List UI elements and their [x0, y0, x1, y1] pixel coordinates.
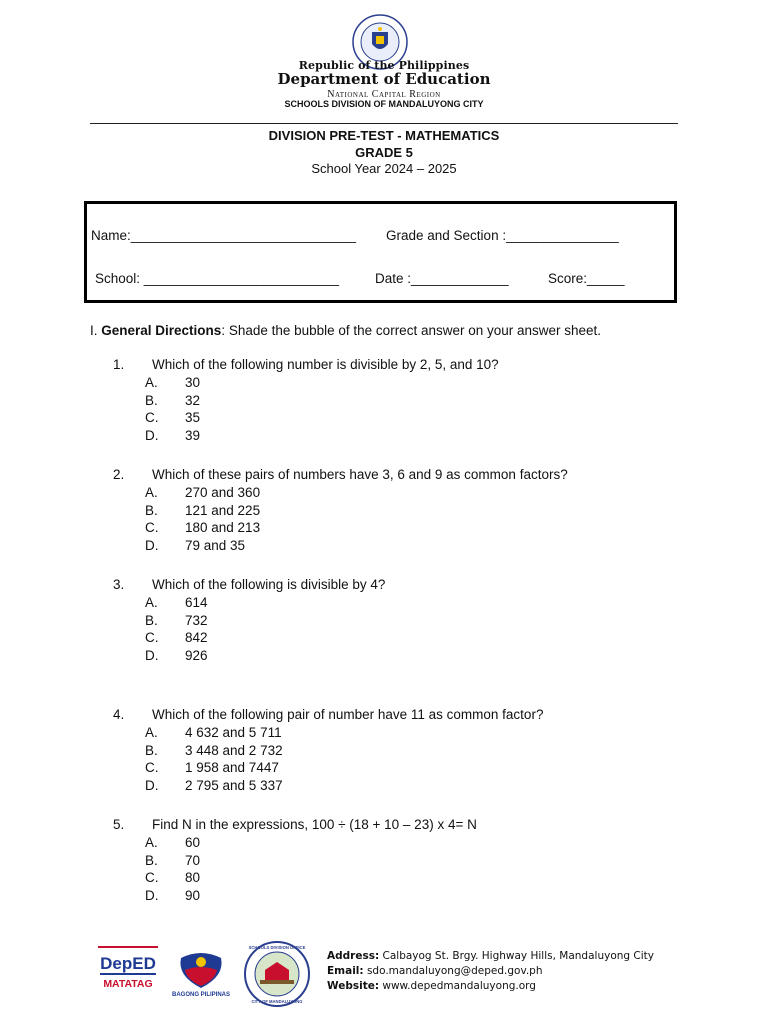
address-label: Address:: [327, 950, 380, 962]
option-value: 614: [185, 595, 208, 610]
option-letter: D.: [145, 428, 159, 444]
header-divider: [90, 123, 678, 124]
option-letter: B.: [145, 742, 158, 758]
option-value: 842: [185, 630, 208, 646]
option-a[interactable]: [0, 595, 768, 613]
option-c[interactable]: [0, 410, 768, 428]
republic-heading: Republic of the Philippines: [298, 59, 470, 72]
footer-address: [327, 950, 654, 962]
option-c[interactable]: [0, 760, 768, 778]
division-heading: SCHOOLS DIVISION OF MANDALUYONG CITY: [284, 99, 484, 109]
option-value: 270 and 360: [185, 485, 261, 500]
option-value: 2 795 and 5 337: [185, 778, 283, 794]
question-2: [0, 467, 768, 556]
option-value: 80: [185, 870, 201, 886]
grade-title: GRADE 5: [355, 145, 413, 160]
option-b[interactable]: [0, 613, 768, 631]
option-d[interactable]: [0, 428, 768, 446]
option-value: 79 and 35: [185, 538, 246, 554]
directions-prefix: I.: [90, 323, 102, 338]
option-letter: A.: [145, 595, 158, 610]
option-value: 732: [185, 612, 208, 628]
address-value: Calbayog St. Brgy. Highway Hills, Mandaluyong City: [379, 950, 654, 962]
option-c[interactable]: [0, 630, 768, 648]
option-d[interactable]: [0, 538, 768, 556]
option-b[interactable]: [0, 853, 768, 871]
student-info-box: [84, 201, 677, 303]
bagong-pilipinas-logo: [171, 946, 231, 998]
option-b[interactable]: [0, 503, 768, 521]
option-a[interactable]: [0, 835, 768, 853]
option-letter: B.: [145, 392, 158, 408]
option-c[interactable]: [0, 870, 768, 888]
option-value: 90: [185, 888, 201, 904]
option-value: 180 and 213: [185, 520, 261, 536]
option-letter: A.: [145, 725, 158, 740]
option-a[interactable]: [0, 725, 768, 743]
question-text: Which of the following is divisible by 4?: [152, 577, 386, 592]
option-value: 60: [185, 835, 201, 850]
question-number: 1.: [113, 357, 125, 372]
deped-matatag-logo: [96, 944, 160, 996]
footer-website: [327, 980, 536, 992]
option-value: 35: [185, 410, 201, 426]
question-text: Find N in the expressions, 100 ÷ (18 + 10 – 23) x 4= N: [152, 817, 477, 832]
question-1: [0, 357, 768, 446]
sdo-ring-text: SCHOOLS DIVISION OFFICE: [248, 945, 306, 950]
bagong-logo-text: BAGONG PILIPINAS: [171, 992, 231, 998]
option-letter: C.: [145, 410, 159, 426]
option-letter: B.: [145, 502, 158, 518]
option-b[interactable]: [0, 393, 768, 411]
grade-section-field[interactable]: Grade and Section :_______________: [386, 228, 619, 243]
name-field[interactable]: Name:______________________________: [91, 228, 357, 243]
option-value: 39: [185, 428, 201, 444]
option-letter: D.: [145, 648, 159, 664]
option-value: 121 and 225: [185, 502, 261, 518]
sdo-mandaluyong-logo: [243, 940, 311, 1008]
option-letter: D.: [145, 778, 159, 794]
option-a[interactable]: [0, 375, 768, 393]
option-letter: C.: [145, 520, 159, 536]
question-number: 3.: [113, 577, 125, 592]
general-directions: [90, 323, 601, 338]
option-letter: B.: [145, 852, 158, 868]
question-number: 2.: [113, 467, 125, 482]
question-5: [0, 817, 768, 906]
question-number: 5.: [113, 817, 125, 832]
option-value: 4 632 and 5 711: [185, 725, 282, 740]
school-year: School Year 2024 – 2025: [311, 161, 457, 176]
option-value: 70: [185, 852, 201, 868]
sdo-bottom-text: CITY OF MANDALUYONG: [251, 999, 303, 1004]
deped-logo-text: DepED: [100, 954, 156, 973]
question-text: Which of these pairs of numbers have 3, 6 and 9 as common factors?: [152, 467, 568, 482]
option-letter: C.: [145, 630, 159, 646]
footer-email: [327, 965, 543, 977]
option-value: 3 448 and 2 732: [185, 742, 283, 758]
test-title: DIVISION PRE-TEST - MATHEMATICS: [268, 128, 500, 143]
department-heading: Department of Education: [277, 70, 491, 88]
option-letter: A.: [145, 485, 158, 500]
option-letter: A.: [145, 835, 158, 850]
option-d[interactable]: [0, 888, 768, 906]
option-value: 926: [185, 648, 208, 664]
question-text: Which of the following pair of number have 11 as common factor?: [152, 707, 544, 722]
question-text: Which of the following number is divisible by 2, 5, and 10?: [152, 357, 499, 372]
option-letter: A.: [145, 375, 158, 390]
score-field[interactable]: Score:_____: [548, 271, 625, 286]
option-c[interactable]: [0, 520, 768, 538]
option-letter: C.: [145, 760, 159, 776]
website-label: Website:: [327, 980, 380, 992]
option-d[interactable]: [0, 648, 768, 666]
option-b[interactable]: [0, 743, 768, 761]
directions-text: : Shade the bubble of the correct answer on your answer sheet.: [221, 323, 602, 338]
option-value: 32: [185, 392, 201, 408]
option-d[interactable]: [0, 778, 768, 796]
option-letter: D.: [145, 538, 159, 554]
question-3: [0, 577, 768, 666]
region-heading: National Capital Region: [327, 89, 441, 100]
option-value: 30: [185, 375, 201, 390]
email-value[interactable]: sdo.mandaluyong@deped.gov.ph: [363, 965, 543, 977]
website-value[interactable]: www.depedmandaluyong.org: [379, 980, 536, 992]
question-4: [0, 707, 768, 796]
matatag-logo-text: MATATAG: [103, 978, 153, 990]
directions-label: General Directions: [101, 323, 222, 338]
option-letter: C.: [145, 870, 159, 886]
option-a[interactable]: [0, 485, 768, 503]
email-label: Email:: [327, 965, 364, 977]
option-value: 1 958 and 7447: [185, 760, 279, 776]
option-letter: B.: [145, 612, 158, 628]
question-number: 4.: [113, 707, 125, 722]
school-field[interactable]: School: __________________________: [95, 271, 339, 286]
date-field[interactable]: Date :_____________: [375, 271, 509, 286]
option-letter: D.: [145, 888, 159, 904]
